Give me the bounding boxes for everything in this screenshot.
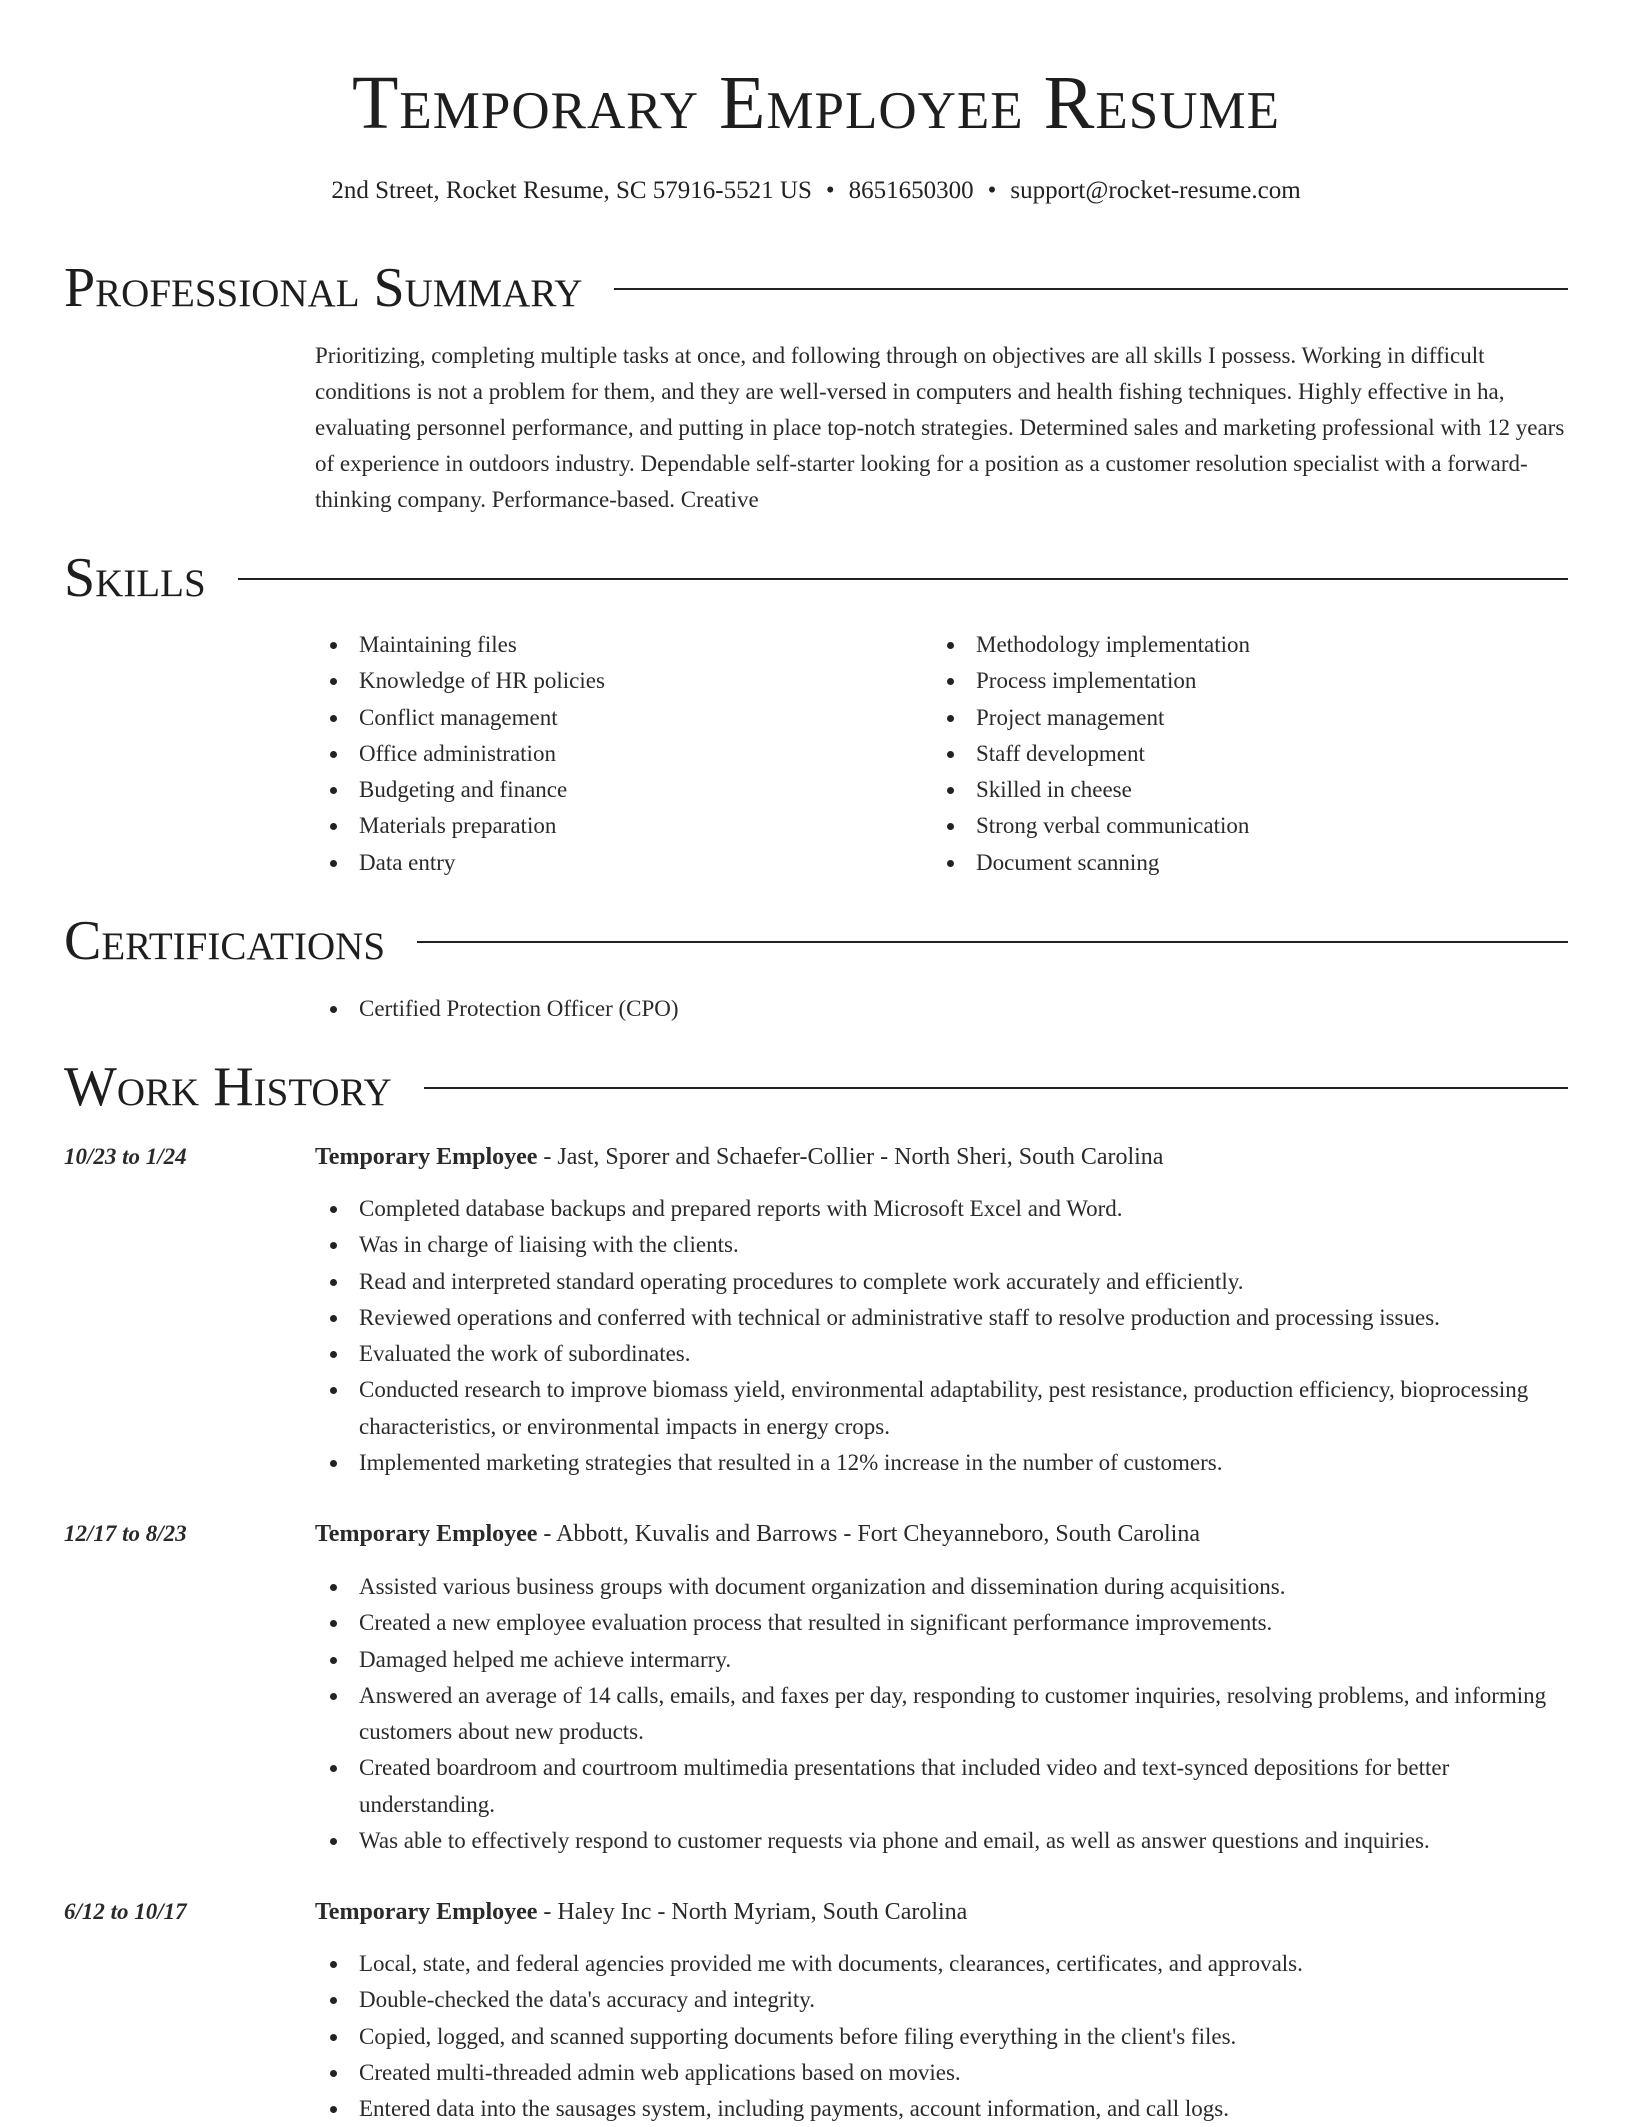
contact-separator: •	[825, 177, 835, 204]
job-title: Temporary Employee	[315, 1521, 538, 1547]
skill-item: Budgeting and finance	[359, 772, 915, 808]
skill-item: Maintaining files	[359, 627, 915, 663]
skill-item: Methodology implementation	[976, 627, 1552, 663]
certifications-list	[315, 991, 1568, 1027]
skill-item: Staff development	[976, 736, 1552, 772]
job-company-location: - Haley Inc - North Myriam, South Carolina	[537, 1899, 968, 1925]
job-bullet: Entered data into the sausages system, including payments, account information, and call logs.	[359, 2091, 1568, 2127]
job-company-location: - Abbott, Kuvalis and Barrows - Fort Cheyanneboro, South Carolina	[537, 1521, 1200, 1547]
job-dates: 12/17 to 8/23	[64, 1521, 187, 1546]
job-bullet: Created multi-threaded admin web applications based on movies.	[359, 2055, 1568, 2091]
resume-title: Temporary Employee Resume	[351, 61, 1281, 145]
job-bullet: Was able to effectively respond to customer requests via phone and email, as well as answer questions and inquiries.	[359, 1823, 1568, 1859]
section-divider	[424, 1087, 1568, 1089]
skills-left-column	[315, 627, 915, 881]
contact-email: support@rocket-resume.com	[1010, 177, 1301, 204]
job-bullets	[315, 1191, 1568, 1481]
summary-section-header	[64, 256, 1568, 320]
certifications-section-header	[64, 909, 1568, 973]
contact-address: 2nd Street, Rocket Resume, SC 57916-5521 US	[331, 177, 812, 204]
skill-item: Project management	[976, 700, 1552, 736]
job-bullet: Damaged helped me achieve intermarry.	[359, 1642, 1568, 1678]
skills-heading: Skills	[64, 547, 206, 609]
job-bullet: Copied, logged, and scanned supporting documents before filing everything in the client's files.	[359, 2019, 1568, 2055]
skill-item: Document scanning	[976, 845, 1552, 881]
skill-item: Materials preparation	[359, 808, 915, 844]
job-dates: 6/12 to 10/17	[64, 1899, 187, 1924]
section-divider	[614, 288, 1568, 290]
job-title: Temporary Employee	[315, 1144, 538, 1170]
skill-item: Conflict management	[359, 700, 915, 736]
job-bullets	[315, 1946, 1568, 2127]
job-company-location: - Jast, Sporer and Schaefer-Collier - North Sheri, South Carolina	[537, 1144, 1164, 1170]
job-bullet: Answered an average of 14 calls, emails, and faxes per day, responding to customer inquiries, resolving problems, and informing customers about new products.	[359, 1678, 1568, 1751]
summary-heading: Professional Summary	[64, 257, 583, 319]
work-section-header	[64, 1055, 1568, 1119]
job-bullet: Created boardroom and courtroom multimedia presentations that included video and text-synced depositions for better understanding.	[359, 1750, 1568, 1823]
skill-item: Data entry	[359, 845, 915, 881]
skills-right-column	[932, 627, 1552, 881]
job-bullet: Reviewed operations and conferred with technical or administrative staff to resolve production and processing issues.	[359, 1300, 1568, 1336]
job-header	[315, 1894, 967, 1930]
job-header	[315, 1139, 1163, 1175]
job-bullet: Local, state, and federal agencies provided me with documents, clearances, certificates, and approvals.	[359, 1946, 1568, 1982]
job-bullet: Completed database backups and prepared reports with Microsoft Excel and Word.	[359, 1191, 1568, 1227]
certification-item: Certified Protection Officer (CPO)	[359, 991, 1568, 1027]
job-bullet: Double-checked the data's accuracy and integrity.	[359, 1982, 1568, 2018]
skill-item: Office administration	[359, 736, 915, 772]
job-bullet: Read and interpreted standard operating procedures to complete work accurately and efficiently.	[359, 1264, 1568, 1300]
job-dates: 10/23 to 1/24	[64, 1144, 187, 1169]
skill-item: Skilled in cheese	[976, 772, 1552, 808]
work-heading: Work History	[64, 1056, 392, 1118]
job-bullet: Conducted research to improve biomass yield, environmental adaptability, pest resistance, production efficiency, bioprocessing characteristics, or environmental impacts in energy crops.	[359, 1372, 1568, 1445]
job-bullets	[315, 1569, 1568, 1859]
job-bullet: Evaluated the work of subordinates.	[359, 1336, 1568, 1372]
section-divider	[417, 941, 1568, 943]
skills-section-header	[64, 546, 1568, 610]
summary-text: Prioritizing, completing multiple tasks at once, and following through on objectives are all skills I possess. Working in difficult conditions is not a problem for them, and they are well-versed in computers and health fishing techniques. Highly effective in ha, evaluating personnel performance, and putting in place top-notch strategies. Determined sales and marketing professional with 12 years of experience in outdoors industry. Dependable self-starter looking for a position as a customer resolution specialist with a forward-thinking company. Performance-based. Creative	[315, 343, 1565, 512]
skill-item: Process implementation	[976, 663, 1552, 699]
skill-item: Strong verbal communication	[976, 808, 1552, 844]
section-divider	[238, 578, 1568, 580]
contact-phone: 8651650300	[848, 177, 974, 204]
job-bullet: Was in charge of liaising with the clients.	[359, 1227, 1568, 1263]
certifications-heading: Certifications	[64, 910, 386, 972]
job-bullet: Created a new employee evaluation process that resulted in significant performance improvements.	[359, 1605, 1568, 1641]
job-title: Temporary Employee	[315, 1899, 538, 1925]
job-header	[315, 1516, 1200, 1552]
job-bullet: Implemented marketing strategies that resulted in a 12% increase in the number of customers.	[359, 1445, 1568, 1481]
skill-item: Knowledge of HR policies	[359, 663, 915, 699]
contact-separator: •	[987, 177, 997, 204]
job-bullet: Assisted various business groups with document organization and dissemination during acquisitions.	[359, 1569, 1568, 1605]
contact-line	[0, 174, 1632, 208]
